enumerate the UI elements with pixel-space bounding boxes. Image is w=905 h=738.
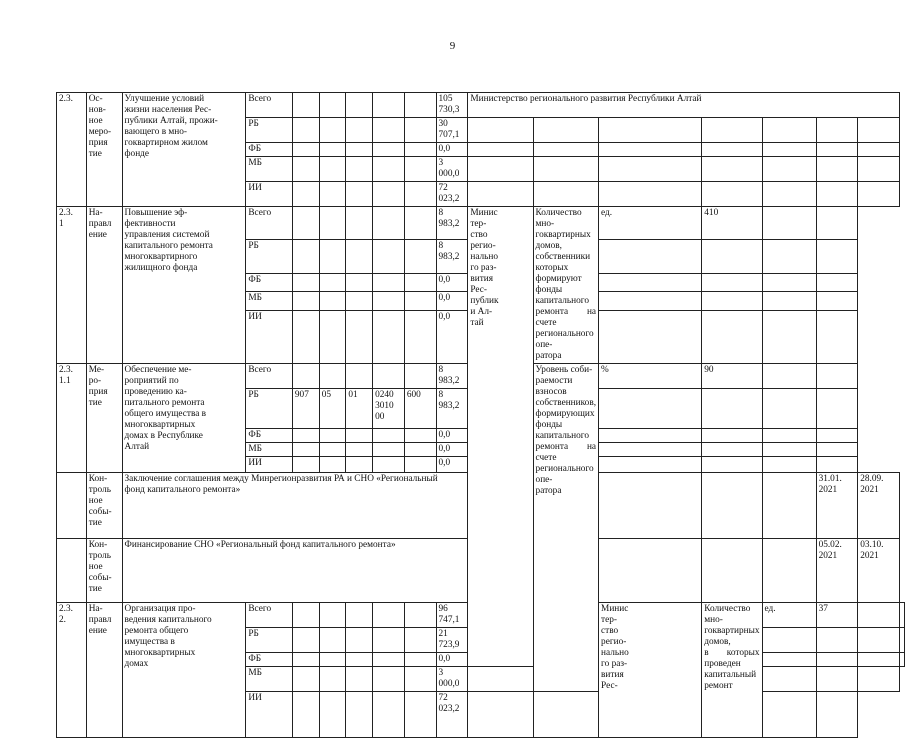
row-type: Кон- троль ное собы- тие bbox=[86, 539, 122, 603]
amount-cell: 0,0 bbox=[436, 143, 468, 157]
activity-name: Организация про- ведения капитального ремонта общего имущества в многоквартирных домах bbox=[122, 603, 246, 738]
source-cell: Всего bbox=[246, 207, 293, 240]
value-cell: 90 bbox=[702, 364, 762, 389]
control-event-text: Заключение соглашения между Минрегионразвития РА и СНО «Региональный фонд капитального ремонта» bbox=[122, 473, 468, 539]
source-cell: Всего bbox=[246, 364, 293, 389]
source-cell: РБ bbox=[246, 628, 293, 653]
indicator-cell: Количество мно- гоквартирных домов, собственники которых формируют фонды капитального ремонта на счете регионального опе- ратора bbox=[533, 207, 599, 364]
responsible-cell: Минис тер- ство регио- нально го раз- вития Рес- публик и Ал- тай bbox=[468, 207, 533, 667]
amount-cell: 8 983,2 bbox=[436, 389, 468, 429]
row-type: Ме- ро- прия тие bbox=[86, 364, 122, 473]
amount-cell: 0,0 bbox=[436, 653, 468, 667]
amount-cell: 8 983,2 bbox=[436, 364, 468, 389]
row-type: Ос- нов- ное меро- прия тие bbox=[86, 93, 122, 207]
indicator-cell: Количество мно- гоквартирных домов, в которых проведен капитальный ремонт bbox=[702, 603, 762, 738]
program-table bbox=[56, 92, 905, 738]
source-cell: Всего bbox=[246, 93, 293, 118]
activity-name: Повышение эф- фективности управления системой капитального ремонта многоквартирного жилищного фонда bbox=[122, 207, 246, 364]
value-cell: 37 bbox=[816, 603, 858, 628]
amount-cell: 72 023,2 bbox=[436, 692, 468, 738]
amount-cell: 3 000,0 bbox=[436, 157, 468, 182]
responsible-cell: Минис тер- ство регио- нально го раз- вития Рес- bbox=[599, 603, 702, 738]
row-type: Кон- троль ное собы- тие bbox=[86, 473, 122, 539]
amount-cell: 8 983,2 bbox=[436, 240, 468, 273]
source-cell: РБ bbox=[246, 118, 293, 143]
activity-name: Улучшение условий жизни населения Рес- публики Алтай, прожи- вающего в мно- гоквартирном жилом фонде bbox=[122, 93, 246, 207]
responsible-cell: Министерство регионального развития Республики Алтай bbox=[468, 93, 900, 118]
value-cell: 410 bbox=[702, 207, 762, 240]
amount-cell: 72 023,2 bbox=[436, 182, 468, 207]
control-event-text: Финансирование СНО «Региональный фонд капитального ремонта» bbox=[122, 539, 468, 603]
amount-cell: 8 983,2 bbox=[436, 207, 468, 240]
amount-cell: 105 730,3 bbox=[436, 93, 468, 118]
source-cell: ИИ bbox=[246, 457, 293, 473]
indicator-cell: Уровень соби- раемости взносов собственников, формирующих фонды капитального ремонта на счете регионального опе- ратора bbox=[533, 364, 599, 692]
start-date: 05.02. 2021 bbox=[816, 539, 858, 603]
row-number: 2.3. 1.1 bbox=[57, 364, 87, 473]
source-cell: МБ bbox=[246, 157, 293, 182]
amount-cell: 96 747,1 bbox=[436, 603, 468, 628]
source-cell: ФБ bbox=[246, 429, 293, 443]
unit-cell: ед. bbox=[599, 207, 702, 240]
code-cell: 600 bbox=[404, 389, 436, 429]
amount-cell: 0,0 bbox=[436, 443, 468, 457]
source-cell: ИИ bbox=[246, 182, 293, 207]
code-cell: 05 bbox=[319, 389, 346, 429]
source-cell: ИИ bbox=[246, 310, 293, 363]
source-cell: ФБ bbox=[246, 143, 293, 157]
amount-cell: 0,0 bbox=[436, 273, 468, 292]
amount-cell: 0,0 bbox=[436, 292, 468, 311]
source-cell: МБ bbox=[246, 292, 293, 311]
start-date: 31.01. 2021 bbox=[816, 473, 858, 539]
amount-cell: 0,0 bbox=[436, 429, 468, 443]
code-cell: 0240 3010 00 bbox=[373, 389, 405, 429]
amount-cell: 0,0 bbox=[436, 457, 468, 473]
source-cell: МБ bbox=[246, 667, 293, 692]
code-cell: 01 bbox=[346, 389, 373, 429]
end-date: 28.09. 2021 bbox=[858, 473, 900, 539]
source-cell: ИИ bbox=[246, 692, 293, 738]
amount-cell: 3 000,0 bbox=[436, 667, 468, 692]
source-cell: ФБ bbox=[246, 653, 293, 667]
unit-cell: ед. bbox=[762, 603, 816, 628]
activity-name: Обеспечение ме- роприятий по проведению ка- питального ремонта общего имущества в многоквартирных домах в Республике Алтай bbox=[122, 364, 246, 473]
code-cell: 907 bbox=[292, 389, 319, 429]
amount-cell: 30 707,1 bbox=[436, 118, 468, 143]
row-number: 2.3. bbox=[57, 93, 87, 207]
source-cell: Всего bbox=[246, 603, 293, 628]
source-cell: ФБ bbox=[246, 273, 293, 292]
amount-cell: 0,0 bbox=[436, 310, 468, 363]
row-number: 2.3. 1 bbox=[57, 207, 87, 364]
source-cell: РБ bbox=[246, 240, 293, 273]
row-type: На- правл ение bbox=[86, 603, 122, 738]
amount-cell: 21 723,9 bbox=[436, 628, 468, 653]
row-type: На- правл ение bbox=[86, 207, 122, 364]
source-cell: МБ bbox=[246, 443, 293, 457]
source-cell: РБ bbox=[246, 389, 293, 429]
end-date: 03.10. 2021 bbox=[858, 539, 900, 603]
page-number: 9 bbox=[449, 40, 456, 52]
row-number: 2.3. 2. bbox=[57, 603, 87, 738]
unit-cell: % bbox=[599, 364, 702, 389]
